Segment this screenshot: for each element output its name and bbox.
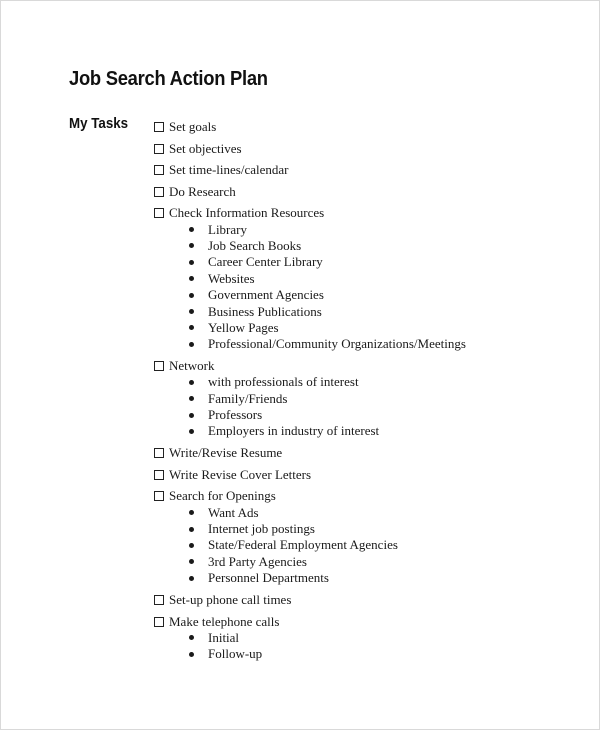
bullet-icon	[189, 559, 194, 564]
task-item	[151, 184, 466, 200]
bullet-icon	[189, 260, 194, 265]
task-item	[151, 488, 466, 586]
bullet-icon	[189, 576, 194, 581]
subtask-item	[151, 570, 466, 586]
checkbox-icon[interactable]	[154, 491, 164, 501]
checkbox-icon[interactable]	[154, 165, 164, 175]
subtask-list	[151, 221, 466, 352]
checkbox-icon[interactable]	[154, 361, 164, 371]
subtask-list	[151, 630, 466, 663]
subtask-item	[151, 303, 466, 319]
bullet-icon	[189, 243, 194, 248]
subtask-item	[151, 423, 466, 439]
bullet-icon	[189, 276, 194, 281]
subtask-item	[151, 320, 466, 336]
subtask-label: Library	[208, 221, 247, 237]
bullet-icon	[189, 227, 194, 232]
document-title: Job Search Action Plan	[69, 68, 268, 90]
subtask-label: Initial	[208, 629, 240, 645]
bullet-icon	[189, 342, 194, 347]
task-item	[151, 592, 466, 608]
checkbox-icon[interactable]	[154, 470, 164, 480]
bullet-icon	[189, 543, 194, 548]
subtask-label: Personnel Departments	[208, 570, 329, 586]
subtask-label: Family/Friends	[208, 390, 288, 406]
checkbox-icon[interactable]	[154, 144, 164, 154]
subtask-item	[151, 390, 466, 406]
checkbox-icon[interactable]	[154, 617, 164, 627]
task-item	[151, 614, 466, 663]
task-label: Write/Revise Resume	[169, 445, 283, 461]
subtask-item	[151, 537, 466, 553]
subtask-item	[151, 407, 466, 423]
subtask-label: State/Federal Employment Agencies	[208, 537, 398, 553]
task-label: Set time-lines/calendar	[169, 162, 289, 178]
task-checklist	[151, 119, 466, 668]
task-label: Make telephone calls	[169, 613, 280, 629]
subtask-list	[151, 374, 466, 440]
bullet-icon	[189, 527, 194, 532]
subtask-item	[151, 630, 466, 646]
subtask-item	[151, 238, 466, 254]
subtask-item	[151, 646, 466, 662]
bullet-icon	[189, 380, 194, 385]
subtask-label: Professors	[208, 407, 263, 423]
checkbox-icon[interactable]	[154, 595, 164, 605]
task-label: Do Research	[169, 183, 236, 199]
subtask-item	[151, 254, 466, 270]
bullet-icon	[189, 325, 194, 330]
bullet-icon	[189, 413, 194, 418]
subtask-item	[151, 521, 466, 537]
subtask-item	[151, 271, 466, 287]
bullet-icon	[189, 510, 194, 515]
bullet-icon	[189, 396, 194, 401]
task-label: Check Information Resources	[169, 205, 325, 221]
task-label: Network	[169, 358, 215, 374]
subtask-label: Internet job postings	[208, 521, 315, 537]
task-item	[151, 445, 466, 461]
task-label: Set objectives	[169, 140, 242, 156]
task-label: Write Revise Cover Letters	[169, 466, 312, 482]
subtask-label: Yellow Pages	[208, 319, 279, 335]
checkbox-icon[interactable]	[154, 187, 164, 197]
subtask-label: Follow-up	[208, 646, 263, 662]
checkbox-icon[interactable]	[154, 448, 164, 458]
subtask-item	[151, 221, 466, 237]
bullet-icon	[189, 293, 194, 298]
task-item	[151, 119, 466, 135]
subtask-label: Websites	[208, 270, 255, 286]
task-label: Set goals	[169, 119, 217, 134]
subtask-item	[151, 554, 466, 570]
subtask-item	[151, 504, 466, 520]
bullet-icon	[189, 429, 194, 434]
subtask-label: Employers in industry of interest	[208, 423, 380, 439]
bullet-icon	[189, 309, 194, 314]
subtask-item	[151, 374, 466, 390]
checkbox-icon[interactable]	[154, 208, 164, 218]
subtask-label: Professional/Community Organizations/Meetings	[208, 336, 466, 352]
subtask-list	[151, 504, 466, 586]
subtask-label: Government Agencies	[208, 287, 324, 303]
subtask-label: Job Search Books	[208, 237, 302, 253]
checkbox-icon[interactable]	[154, 122, 164, 132]
subtask-label: 3rd Party Agencies	[208, 553, 307, 569]
section-label-my-tasks: My Tasks	[69, 116, 129, 132]
subtask-label: Business Publications	[208, 303, 322, 319]
bullet-icon	[189, 635, 194, 640]
task-label: Search for Openings	[169, 488, 276, 504]
task-item	[151, 467, 466, 483]
task-item	[151, 358, 466, 440]
subtask-item	[151, 336, 466, 352]
subtask-label: Want Ads	[208, 504, 259, 520]
task-item	[151, 141, 466, 157]
task-item	[151, 162, 466, 178]
task-label: Set-up phone call times	[169, 591, 292, 607]
subtask-label: Career Center Library	[208, 254, 323, 270]
bullet-icon	[189, 652, 194, 657]
subtask-label: with professionals of interest	[208, 374, 359, 390]
task-item	[151, 205, 466, 352]
subtask-item	[151, 287, 466, 303]
